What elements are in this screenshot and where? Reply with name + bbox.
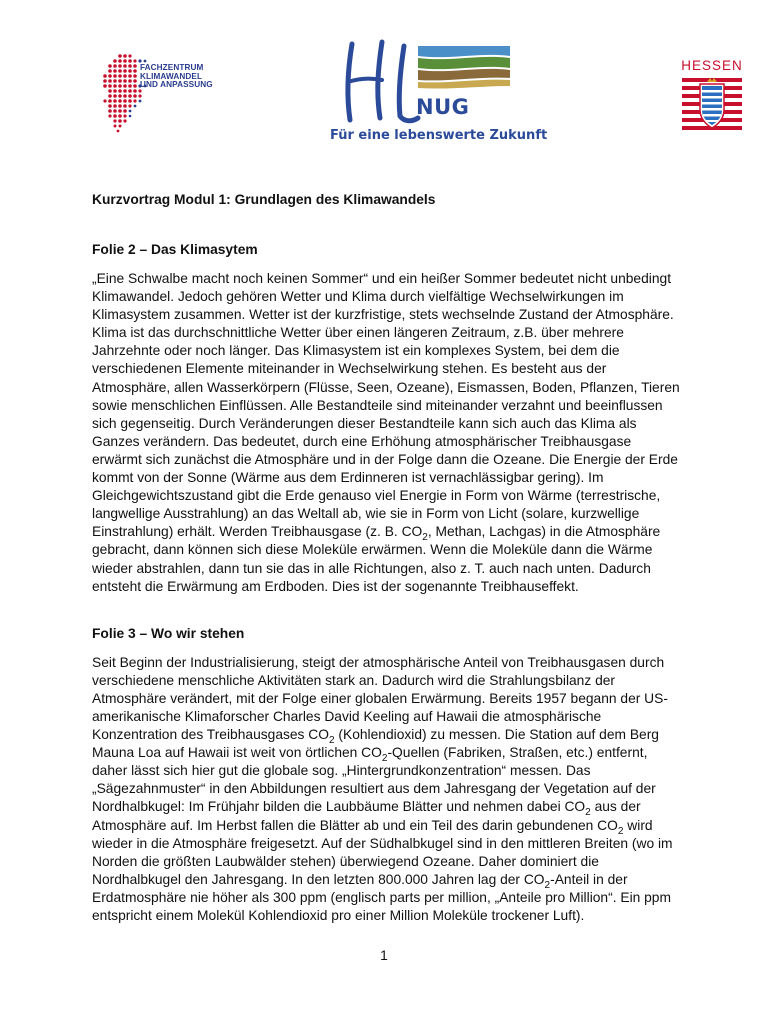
fachzentrum-line-2: KLIMAWANDEL bbox=[140, 71, 203, 81]
paragraph-text: -Quellen (Fabriken, Straßen, etc.) entfernt, daher lässt sich hier gut die globale sog. „Hintergrundkonzentration“ messen. Das „Sägezahnmuster“ in den Abbildungen resultiert aus dem Jahresgang der Vegetation auf der Nordhalbkugel: Im Frühjahr bilden die Laubbäume Blätter und nehmen dabei CO bbox=[92, 745, 656, 815]
fachzentrum-line-3: UND ANPASSUNG bbox=[140, 80, 213, 90]
co2-subscript: 2 bbox=[585, 807, 591, 819]
fachzentrum-logo bbox=[98, 52, 228, 138]
section-paragraph-folie-3 bbox=[92, 654, 682, 925]
paragraph-text: (Kohlendioxid) zu messen. Die Station auf dem Berg Mauna Loa auf Hawaii ist weit von örtlichen CO bbox=[92, 727, 659, 761]
document-body bbox=[92, 190, 682, 925]
fachzentrum-line-1: FACHZENTRUM bbox=[140, 63, 204, 72]
page-number: 1 bbox=[380, 948, 388, 963]
hessen-logo bbox=[680, 58, 744, 138]
paragraph-text: Seit Beginn der Industrialisierung, steigt der atmosphärische Anteil von Treibhausgasen durch verschiedene menschliche Aktivitäten stark an. Dadurch wird die Strahlungsbilanz der Atmosphäre verändert, mit der Folge einer globalen Erwärmung. Bereits 1957 begann der US-amerikanische Klimaforscher Charles David Keeling auf Hawaii die atmosphärische Konzentration des Treibhausgases CO bbox=[92, 654, 668, 743]
section-heading-folie-3: Folie 3 – Wo wir stehen bbox=[92, 625, 245, 641]
paragraph-text: , Methan, Lachgas) in die Atmosphäre gebracht, dann können sich diese Moleküle erwärmen. Wenn die Moleküle dann die Wärme wieder abstrahlen, dann tun sie das in alle Richtungen, also z. T. auch nach unten. Dadurch entsteht die Erwärmung am Erdboden. Dies ist der sogenannte Treibhauseffekt. bbox=[92, 524, 661, 594]
co2-subscript: 2 bbox=[329, 734, 335, 746]
hlnug-logo bbox=[330, 38, 548, 153]
co2-subscript: 2 bbox=[422, 532, 428, 544]
paragraph-text: -Anteil in der Erdatmosphäre nie höher als 300 ppm (englisch parts per million, „Anteile pro Million“. Ein ppm entspricht einem Molekül Kohlendioxid pro einer Million Moleküle trockener Luft). bbox=[92, 871, 671, 923]
section-heading-folie-2: Folie 2 – Das Klimasytem bbox=[92, 242, 258, 257]
hlnug-nug-letters: NUG bbox=[416, 95, 470, 119]
page-header bbox=[0, 0, 768, 160]
hessen-wordmark: HESSEN bbox=[681, 58, 743, 73]
section-paragraph-folie-2 bbox=[92, 270, 682, 596]
co2-subscript: 2 bbox=[381, 752, 388, 764]
fachzentrum-wordmark bbox=[140, 64, 232, 90]
paragraph-text: aus der Atmosphäre auf. Im Herbst fallen die Blätter ab und ein Teil des darin gebundenen CO bbox=[92, 799, 641, 833]
paragraph-text: „Eine Schwalbe macht noch keinen Sommer“ und ein heißer Sommer bedeutet nicht unbedingt Klimawandel. Jedoch gehören Wetter und Klima durch vielfältige Wechselwirkungen im Klimasystem zusammen. Wetter ist der kurzfristige, stets wechselnde Zustand der Atmosphäre. Klima ist das durchschnittliche Wetter über einen längeren Zeitraum, z.B. über mehrere Jahrzehnte oder noch länger. Das Klimasystem ist ein komplexes System, bei dem die verschiedenen Elemente miteinander in Wechselwirkung stehen. Es besteht aus der Atmosphäre, allen Wasserkörpern (Flüsse, Seen, Ozeane), Eismassen, Boden, Pflanzen, Tieren sowie menschlichen Einflüssen. Alle Bestandteile sind miteinander verzahnt und beeinflussen sich gegenseitig. Durch Veränderungen dieser Bestandteile kann sich auch das Klima als Ganzes verändern. Das bedeutet, durch eine Erhöhung atmosphärischer Treibhausgase erwärmt sich zunächst die Atmosphäre und in der Folge dann die Ozeane. Die Energie der Erde kommt von der Sonne (Wärme aus dem Erdinneren ist vernachlässigbar gering). Im Gleichgewichtszustand gibt die Erde genauso viel Energie in Form von Wärme (terrestrische, langwellige Ausstrahlung) an das Weltall ab, wie sie in Form von Licht (solare, kurzwellige Einstrahlung) erhält. Werden Treibhausgase (z. B. CO bbox=[92, 271, 680, 540]
paragraph-text: wird wieder in die Atmosphäre freigesetzt. Auf der Südhalbkugel sind in den mittleren Breiten (wo im Norden die größten Laubwälder stehen) überwiegend Ozeane. Daher dominiert die Nordhalbkugel den Jahresgang. In den letzten 800.000 Jahren lag der CO bbox=[92, 817, 673, 887]
co2-subscript: 2 bbox=[544, 879, 551, 891]
co2-subscript: 2 bbox=[617, 825, 624, 837]
hlnug-slogan: Für eine lebenswerte Zukunft bbox=[330, 128, 548, 143]
document-title: Kurzvortrag Modul 1: Grundlagen des Klimawandels bbox=[92, 192, 436, 207]
hessen-coat-of-arms-icon bbox=[680, 76, 744, 138]
